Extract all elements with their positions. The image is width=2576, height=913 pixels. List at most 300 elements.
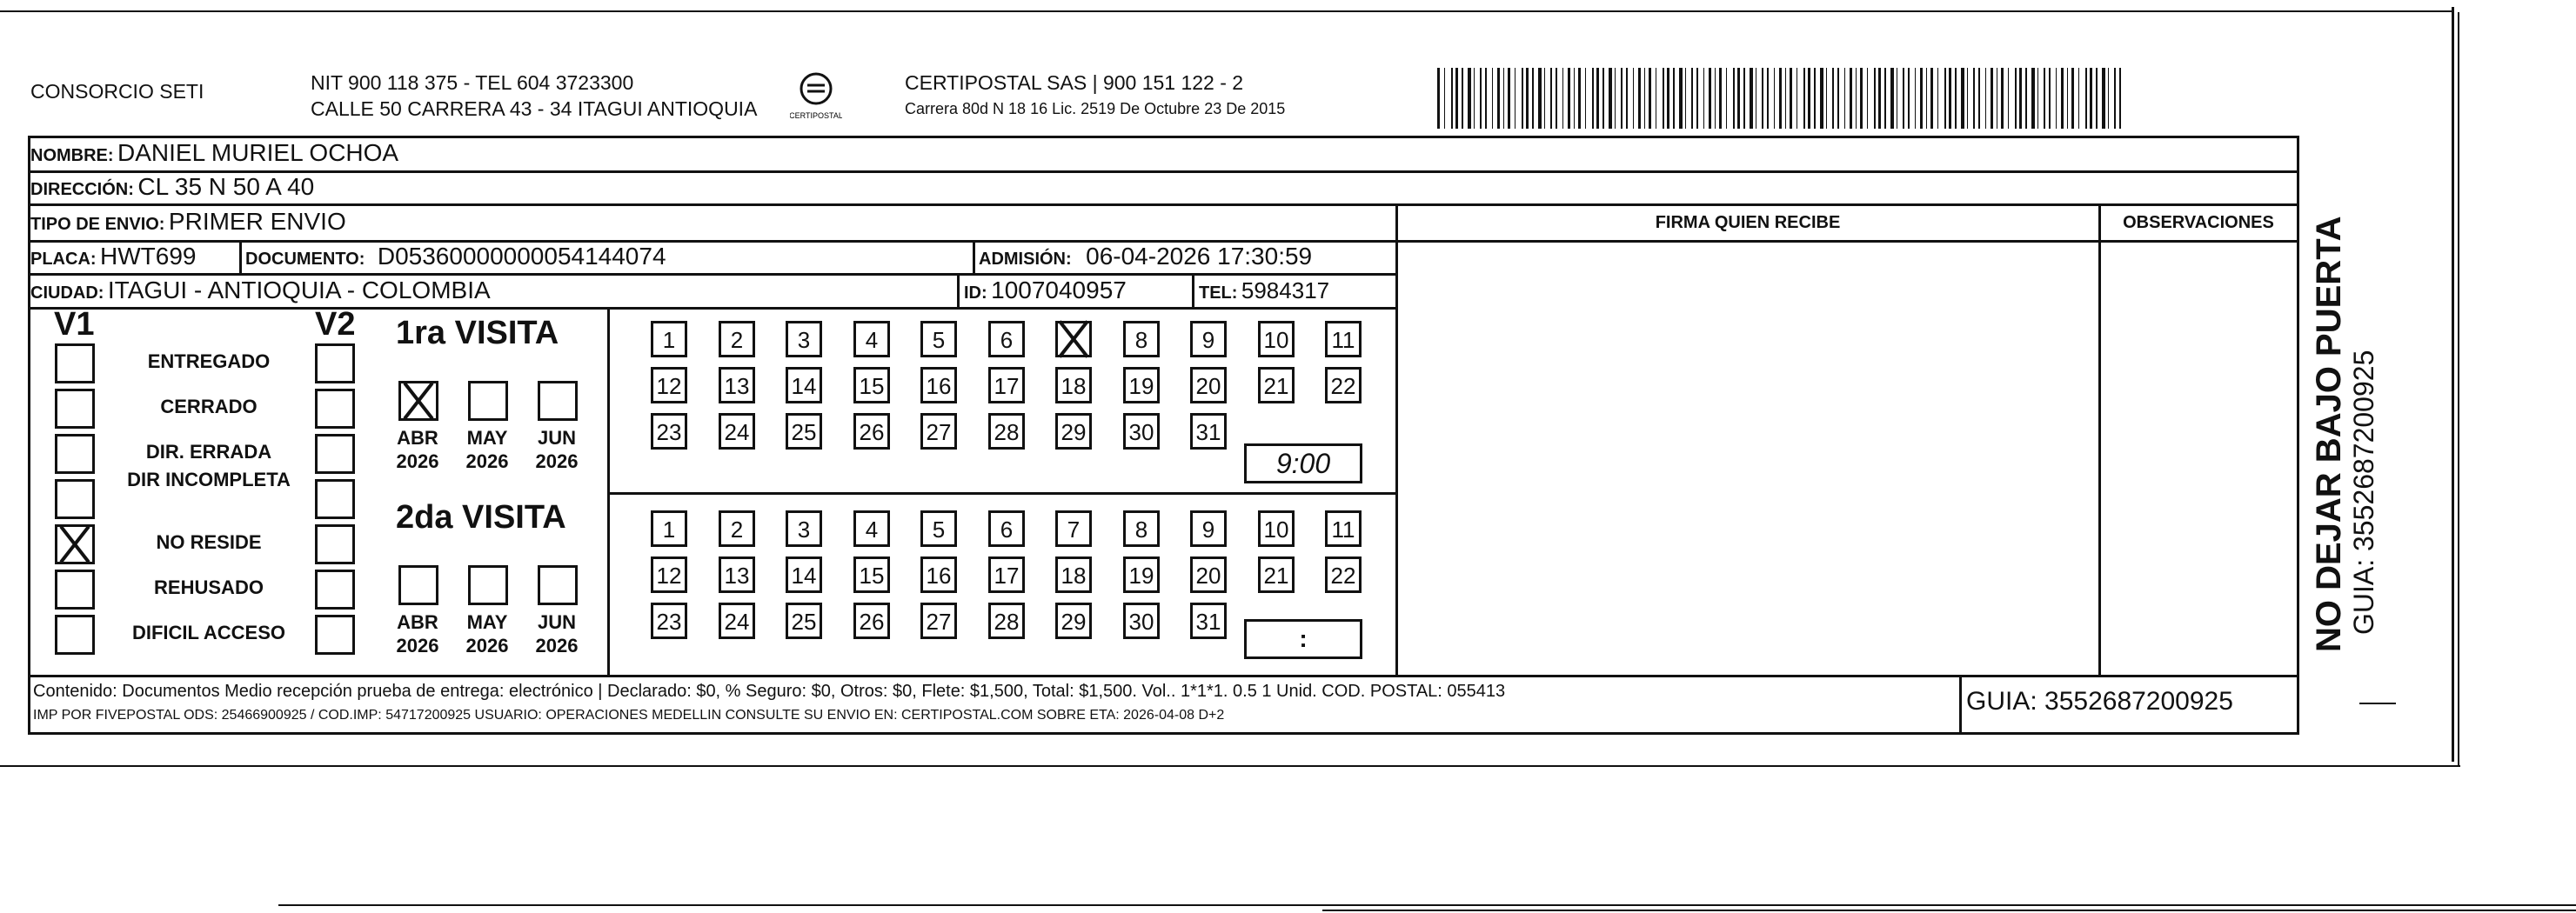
day-checkbox[interactable]: [1258, 556, 1295, 593]
barcode-bar: [1691, 68, 1693, 129]
direccion-label: DIRECCIÓN:: [30, 180, 134, 199]
day-checkbox[interactable]: [786, 510, 822, 547]
day-checkbox[interactable]: [853, 510, 890, 547]
day-checkbox[interactable]: [1123, 556, 1160, 593]
day-number: 19: [1128, 563, 1154, 589]
barcode-bar: [1850, 68, 1852, 129]
day-checkbox[interactable]: [853, 367, 890, 403]
barcode-bar: [1915, 68, 1916, 129]
status-option-label: DIR. ERRADA: [145, 441, 272, 463]
barcode-bar: [1961, 68, 1964, 129]
barcode-bar: [1837, 68, 1839, 129]
day-number: 27: [926, 609, 952, 635]
barcode-bar: [1856, 68, 1857, 129]
grid-line: [1959, 676, 1962, 732]
day-number: 30: [1128, 419, 1154, 445]
barcode-bar: [1949, 68, 1951, 129]
barcode-bar: [1903, 68, 1904, 129]
day-number: 2: [730, 516, 744, 543]
barcode-bar: [1526, 68, 1529, 129]
month-label: [526, 610, 587, 657]
month-name: JUN: [537, 611, 576, 633]
day-number: 3: [797, 516, 811, 543]
company-info: [311, 70, 757, 122]
ciudad-label: CIUDAD:: [30, 283, 104, 303]
status-option-label: ENTREGADO: [147, 350, 271, 372]
day-checkbox[interactable]: [719, 556, 755, 593]
day-checkbox[interactable]: [1123, 367, 1160, 403]
barcode-bar: [2071, 68, 2074, 129]
barcode-bar: [2090, 68, 2092, 129]
barcode-bar: [1955, 68, 1957, 129]
day-checkbox[interactable]: [1190, 321, 1227, 357]
barcode-bar: [2044, 68, 2045, 129]
day-number: 9: [1201, 516, 1215, 543]
admision-cell: [979, 240, 1312, 273]
grid-line: [957, 273, 960, 307]
barcode-bar: [1574, 68, 1575, 129]
barcode-bar: [1444, 68, 1445, 129]
barcode-bar: [1649, 68, 1651, 129]
day-number: 18: [1061, 563, 1087, 589]
month-label: [387, 426, 448, 473]
month-checkbox[interactable]: [468, 565, 508, 605]
day-number: 31: [1195, 609, 1221, 635]
day-checkbox[interactable]: [1123, 603, 1160, 639]
day-number: 30: [1128, 609, 1154, 635]
barcode-bar: [1568, 68, 1570, 129]
ciudad-value: ITAGUI - ANTIOQUIA - COLOMBIA: [107, 277, 491, 303]
day-number: 13: [724, 373, 750, 399]
barcode-bar: [1762, 68, 1763, 129]
day-checkbox[interactable]: [988, 367, 1025, 403]
id-value: 1007040957: [991, 277, 1127, 303]
v1-checkbox[interactable]: [55, 343, 95, 383]
day-checkbox[interactable]: [920, 367, 957, 403]
barcode-bar: [2114, 68, 2116, 129]
month-name: MAY: [466, 611, 508, 633]
day-number: 14: [791, 563, 817, 589]
day-checkbox[interactable]: [1055, 556, 1092, 593]
barcode-bar: [1814, 68, 1816, 129]
day-number: 4: [865, 516, 879, 543]
status-option-label: CERRADO: [160, 396, 258, 417]
month-year: 2026: [535, 635, 579, 656]
direccion-value: CL 35 N 50 A 40: [137, 173, 315, 200]
barcode-bar: [2037, 68, 2038, 129]
barcode-bar: [1485, 68, 1487, 129]
day-checkbox[interactable]: [719, 413, 755, 450]
day-number: 2: [730, 327, 744, 353]
day-number: 1: [662, 327, 676, 353]
documento-cell: [245, 240, 666, 273]
day-number: 17: [994, 563, 1020, 589]
barcode-bar: [1437, 68, 1440, 129]
grid-line: [607, 492, 1397, 495]
month-year: 2026: [396, 450, 439, 472]
certipostal-logo: [790, 70, 842, 122]
day-number: 24: [724, 609, 750, 635]
placa-cell: [30, 240, 196, 273]
day-checkbox[interactable]: [1190, 556, 1227, 593]
day-number: 23: [656, 609, 682, 635]
barcode-bar: [1497, 68, 1500, 129]
day-checkbox[interactable]: [1055, 367, 1092, 403]
day-checkbox[interactable]: [786, 321, 822, 357]
barcode-bar: [1867, 68, 1868, 129]
barcode-bar: [1522, 68, 1523, 129]
barcode-bar: [1538, 68, 1542, 129]
tel-label: TEL:: [1199, 283, 1238, 303]
barcode-bar: [1878, 68, 1881, 129]
barcode-bar: [1621, 68, 1623, 129]
barcode-bar: [1890, 68, 1894, 129]
month-checkbox[interactable]: [398, 381, 438, 421]
v1-checkbox[interactable]: [55, 570, 95, 610]
observaciones-label: OBSERVACIONES: [2123, 213, 2274, 232]
grid-line: [28, 307, 1397, 310]
month-checkbox[interactable]: [538, 565, 578, 605]
day-checkbox[interactable]: [1190, 510, 1227, 547]
day-checkbox[interactable]: [1190, 603, 1227, 639]
month-name: JUN: [537, 427, 576, 449]
barcode: [1437, 68, 2124, 129]
day-number: 16: [926, 373, 952, 399]
day-number: 6: [1000, 516, 1014, 543]
visit1-time-box: [1244, 443, 1362, 483]
day-checkbox[interactable]: [988, 556, 1025, 593]
day-number: 21: [1263, 373, 1289, 399]
day-checkbox[interactable]: [920, 413, 957, 450]
barcode-bar: [1578, 68, 1581, 129]
day-number: 27: [926, 419, 952, 445]
day-checkbox[interactable]: [1325, 510, 1362, 547]
day-checkbox[interactable]: [1190, 413, 1227, 450]
day-number: 22: [1330, 373, 1356, 399]
barcode-bar: [1779, 68, 1782, 129]
grid-line: [2098, 203, 2101, 677]
day-number: 20: [1195, 563, 1221, 589]
nit-line: NIT 900 118 375 - TEL 604 3723300: [311, 71, 634, 94]
barcode-bar: [1991, 68, 1993, 129]
day-checkbox[interactable]: [853, 321, 890, 357]
barcode-bar: [1733, 68, 1735, 129]
barcode-bar: [1602, 68, 1604, 129]
day-number: 8: [1134, 327, 1148, 353]
barcode-bar: [1673, 68, 1675, 129]
day-checkbox[interactable]: [1123, 510, 1160, 547]
barcode-bar: [1562, 68, 1563, 129]
barcode-bar: [1592, 68, 1594, 129]
bottom-line: [278, 904, 2576, 906]
day-checkbox[interactable]: [651, 510, 687, 547]
month-checkbox[interactable]: [538, 381, 578, 421]
barcode-bar: [1808, 68, 1810, 129]
v2-header: V2: [315, 306, 356, 343]
barcode-bar: [1462, 68, 1463, 129]
bottom-line-2: [1322, 910, 2576, 911]
day-number: 14: [791, 373, 817, 399]
barcode-bar: [1908, 68, 1910, 129]
barcode-bar: [1973, 68, 1975, 129]
direccion-row: [30, 170, 314, 203]
day-checkbox[interactable]: [988, 321, 1025, 357]
barcode-bar: [1832, 68, 1834, 129]
day-checkbox[interactable]: [1325, 556, 1362, 593]
nombre-row: [30, 137, 398, 170]
firma-label: FIRMA QUIEN RECIBE: [1655, 213, 1841, 232]
barcode-bar: [1930, 68, 1933, 129]
side-dash: [2359, 703, 2396, 704]
barcode-bar: [1544, 68, 1545, 129]
day-checkbox[interactable]: [1055, 603, 1092, 639]
barcode-bar: [1719, 68, 1722, 129]
day-number: 15: [859, 373, 885, 399]
day-number: 26: [859, 419, 885, 445]
day-number: 23: [656, 419, 682, 445]
day-checkbox[interactable]: [1325, 367, 1362, 403]
day-checkbox[interactable]: [651, 367, 687, 403]
certipostal-line2: Carrera 80d N 18 16 Lic. 2519 De Octubre 23 De 2015: [905, 100, 1286, 117]
admision-label: ADMISIÓN:: [979, 250, 1072, 269]
grid-line: [28, 675, 2298, 677]
barcode-bar: [1703, 68, 1704, 129]
day-checkbox[interactable]: [1325, 321, 1362, 357]
v1-checkbox[interactable]: [55, 434, 95, 474]
barcode-bar: [1860, 68, 1863, 129]
barcode-bar: [2108, 68, 2109, 129]
day-number: 1: [662, 516, 676, 543]
month-name: MAY: [466, 427, 508, 449]
day-checkbox[interactable]: [920, 321, 957, 357]
guia-footer: GUIA: 3552687200925: [1966, 687, 2233, 716]
barcode-bar: [2078, 68, 2079, 129]
v1-checkbox[interactable]: [55, 615, 95, 655]
barcode-bar: [1820, 68, 1823, 129]
day-number: 17: [994, 373, 1020, 399]
day-checkbox[interactable]: [786, 603, 822, 639]
tipo-value: PRIMER ENVIO: [168, 208, 346, 235]
day-checkbox[interactable]: [853, 413, 890, 450]
day-checkbox[interactable]: [651, 603, 687, 639]
barcode-bar: [1532, 68, 1534, 129]
day-checkbox[interactable]: [988, 413, 1025, 450]
day-checkbox[interactable]: [719, 367, 755, 403]
barcode-bar: [1596, 68, 1599, 129]
barcode-bar: [1663, 68, 1664, 129]
barcode-bar: [1767, 68, 1769, 129]
month-checkbox[interactable]: [398, 565, 438, 605]
barcode-bar: [2008, 68, 2009, 129]
address-line: CALLE 50 CARRERA 43 - 34 ITAGUI ANTIOQUIA: [311, 97, 758, 120]
day-checkbox[interactable]: [1055, 413, 1092, 450]
day-checkbox[interactable]: [988, 603, 1025, 639]
grid-line: [239, 240, 242, 273]
day-checkbox[interactable]: [651, 413, 687, 450]
day-checkbox[interactable]: [719, 510, 755, 547]
barcode-bar: [1556, 68, 1557, 129]
barcode-bar: [2085, 68, 2087, 129]
month-label: [526, 426, 587, 473]
day-number: 21: [1263, 563, 1289, 589]
right-border-shadow: [2458, 12, 2459, 765]
day-checkbox[interactable]: [920, 556, 957, 593]
nombre-value: DANIEL MURIEL OCHOA: [117, 139, 399, 166]
barcode-bar: [1844, 68, 1845, 129]
tel-cell: [1199, 274, 1329, 307]
side-guia-text: GUIA: 3552687200925: [2348, 350, 2379, 635]
month-checkbox[interactable]: [468, 381, 508, 421]
status-option-label: DIR INCOMPLETA: [127, 469, 291, 490]
barcode-bar: [1550, 68, 1552, 129]
barcode-bar: [1803, 68, 1805, 129]
barcode-bar: [1884, 68, 1886, 129]
barcode-bar: [1944, 68, 1946, 129]
day-number: 7: [1067, 516, 1081, 543]
day-checkbox[interactable]: [786, 367, 822, 403]
day-checkbox[interactable]: [1055, 321, 1092, 357]
day-checkbox[interactable]: [1258, 367, 1295, 403]
v1-checkbox[interactable]: [55, 479, 95, 519]
day-checkbox[interactable]: [853, 603, 890, 639]
logo-text: CERTIPOSTAL: [790, 111, 842, 120]
day-checkbox[interactable]: [1258, 321, 1295, 357]
day-number: 16: [926, 563, 952, 589]
barcode-bar: [1609, 68, 1612, 129]
visit2-time-box: [1244, 619, 1362, 659]
id-cell: [964, 274, 1127, 307]
day-checkbox[interactable]: [1123, 413, 1160, 450]
barcode-bar: [2102, 68, 2105, 129]
day-number: 31: [1195, 419, 1221, 445]
barcode-bar: [1685, 68, 1686, 129]
barcode-bar: [1926, 68, 1927, 129]
barcode-bar: [1480, 68, 1482, 129]
barcode-bar: [1750, 68, 1753, 129]
day-number: 8: [1134, 516, 1148, 543]
tel-value: 5984317: [1241, 277, 1330, 303]
day-checkbox[interactable]: [920, 510, 957, 547]
barcode-bar: [1967, 68, 1968, 129]
admision-value: 06-04-2026 17:30:59: [1086, 243, 1313, 270]
barcode-bar: [1474, 68, 1475, 129]
day-number: 11: [1331, 516, 1355, 543]
barcode-bar: [2031, 68, 2035, 129]
lower-border: [0, 765, 2460, 767]
month-label: [457, 426, 518, 473]
barcode-bar: [2067, 68, 2068, 129]
day-number: 11: [1331, 327, 1355, 353]
day-checkbox[interactable]: [988, 510, 1025, 547]
status-option-label: REHUSADO: [154, 576, 264, 598]
barcode-bar: [2056, 68, 2057, 129]
barcode-bar: [1468, 68, 1471, 129]
day-number: 29: [1061, 609, 1087, 635]
month-year: 2026: [396, 635, 439, 656]
month-year: 2026: [465, 450, 509, 472]
month-name: ABR: [397, 427, 438, 449]
month-year: 2026: [465, 635, 509, 656]
visit2-title: 2da VISITA: [396, 499, 566, 536]
barcode-bar: [1737, 68, 1740, 129]
day-checkbox[interactable]: [786, 413, 822, 450]
day-checkbox[interactable]: [1055, 510, 1092, 547]
day-number: 25: [791, 419, 817, 445]
status-option-label: NO RESIDE: [156, 531, 262, 553]
barcode-bar: [1492, 68, 1493, 129]
barcode-bar: [2049, 68, 2051, 129]
certipostal-info: [905, 70, 1285, 122]
barcode-bar: [1644, 68, 1645, 129]
day-checkbox[interactable]: [651, 321, 687, 357]
barcode-bar: [1626, 68, 1628, 129]
day-number: 19: [1128, 373, 1154, 399]
barcode-bar: [1937, 68, 1938, 129]
barcode-bar: [2025, 68, 2027, 129]
barcode-bar: [2061, 68, 2064, 129]
day-checkbox[interactable]: [719, 321, 755, 357]
v1-checkbox[interactable]: [55, 524, 95, 564]
barcode-bar: [1633, 68, 1634, 129]
documento-label: DOCUMENTO:: [245, 250, 365, 269]
day-number: 12: [656, 373, 682, 399]
month-year: 2026: [535, 450, 579, 472]
day-checkbox[interactable]: [920, 603, 957, 639]
month-label: [387, 610, 448, 657]
certipostal-line1: CERTIPOSTAL SAS | 900 151 122 - 2: [905, 71, 1244, 94]
day-checkbox[interactable]: [1258, 510, 1295, 547]
id-label: ID:: [964, 283, 987, 303]
grid-line: [1192, 273, 1194, 307]
month-name: ABR: [397, 611, 438, 633]
barcode-bar: [1451, 68, 1453, 129]
barcode-bar: [1503, 68, 1504, 129]
barcode-bar: [1585, 68, 1586, 129]
day-checkbox[interactable]: [853, 556, 890, 593]
right-border: [2452, 7, 2454, 762]
top-border: [0, 10, 2453, 12]
barcode-bar: [1696, 68, 1698, 129]
day-number: 29: [1061, 419, 1087, 445]
v1-checkbox[interactable]: [55, 389, 95, 429]
v1-header: V1: [54, 306, 95, 343]
day-checkbox[interactable]: [651, 556, 687, 593]
day-number: 4: [865, 327, 879, 353]
barcode-bar: [1743, 68, 1745, 129]
visit2-time: :: [1299, 625, 1308, 652]
day-number: 9: [1201, 327, 1215, 353]
barcode-bar: [1508, 68, 1510, 129]
day-number: 5: [932, 516, 946, 543]
day-checkbox[interactable]: [1123, 321, 1160, 357]
day-checkbox[interactable]: [1190, 367, 1227, 403]
barcode-bar: [1785, 68, 1786, 129]
contenido-text: Contenido: Documentos Medio recepción prueba de entrega: electrónico | Declarado: $0, % Seguro: $0, Otros: $0, Flete: $1,500, Total: $1,500. Vol.. 1*1*1. 0.5 1 Unid. COD. POSTAL: 055413: [33, 682, 1506, 701]
barcode-bar: [1667, 68, 1669, 129]
nombre-label: NOMBRE:: [30, 146, 114, 165]
day-number: 3: [797, 327, 811, 353]
barcode-bar: [1715, 68, 1716, 129]
no-dejar-text: NO DEJAR BAJO PUERTA: [2310, 216, 2348, 652]
grid-line: [28, 170, 2298, 173]
barcode-bar: [2096, 68, 2098, 129]
day-checkbox[interactable]: [719, 603, 755, 639]
day-checkbox[interactable]: [786, 556, 822, 593]
barcode-bar: [1978, 68, 1980, 129]
visit1-title: 1ra VISITA: [396, 315, 559, 351]
placa-value: HWT699: [100, 243, 197, 270]
tipo-row: [30, 205, 346, 238]
